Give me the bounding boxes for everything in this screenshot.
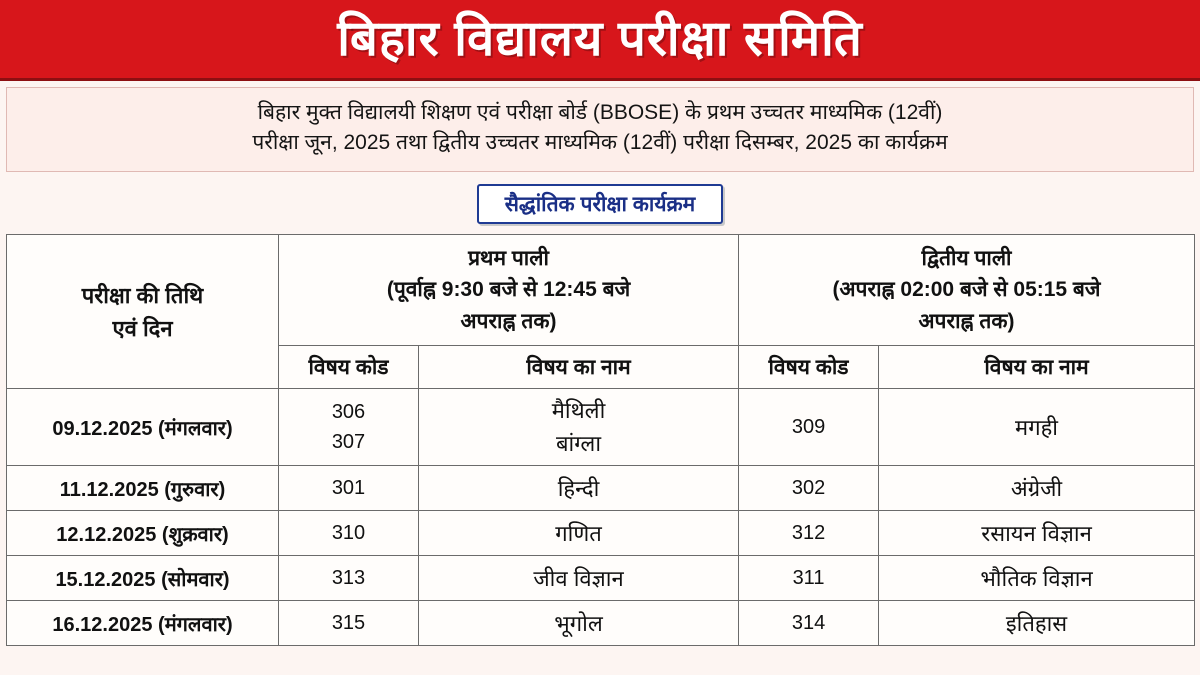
- table-header-row-main: [7, 234, 1195, 346]
- cell-name-shift1: जीव विज्ञान: [419, 556, 739, 601]
- cell-name-shift2: इतिहास: [879, 601, 1195, 646]
- header-subject-code-1: विषय कोड: [279, 346, 419, 389]
- cell-date: 16.12.2025 (मंगलवार): [7, 601, 279, 646]
- header-shift-1-line-2: (पूर्वाह्न 9:30 बजे से 12:45 बजे: [386, 278, 631, 302]
- table-row: [7, 556, 1195, 601]
- cell-name-shift1: [419, 389, 739, 466]
- cell-name-shift1: हिन्दी: [419, 466, 739, 511]
- cell-code-shift1: 315: [279, 601, 419, 646]
- subheader-line-2: परीक्षा जून, 2025 तथा द्वितीय उच्चतर माध्यमिक (12वीं) परीक्षा दिसम्बर, 2025 का कार्यक्रम: [252, 131, 948, 155]
- cell-code-shift1-b: 307: [331, 431, 366, 454]
- header-subject-name-2: विषय का नाम: [879, 346, 1195, 389]
- header-subject-name-1: विषय का नाम: [419, 346, 739, 389]
- table-row: [7, 511, 1195, 556]
- cell-name-shift1: भूगोल: [419, 601, 739, 646]
- cell-name-shift2: अंग्रेजी: [879, 466, 1195, 511]
- cell-name-shift1: गणित: [419, 511, 739, 556]
- header-shift-1: [279, 234, 739, 346]
- cell-code-shift2: 314: [739, 601, 879, 646]
- cell-code-shift2: 309: [739, 389, 879, 466]
- subheader-block: [6, 87, 1194, 172]
- header-date: [7, 234, 279, 389]
- header-date-line-2: एवं दिन: [112, 315, 173, 341]
- cell-code-shift1: [279, 389, 419, 466]
- cell-code-shift2: 312: [739, 511, 879, 556]
- cell-name-shift1-a: मैथिली: [551, 398, 606, 424]
- header-banner: [0, 0, 1200, 81]
- cell-name-shift1-b: बांग्ला: [555, 431, 602, 457]
- header-shift-1-line-3: अपराह्न तक): [460, 309, 557, 333]
- page-title: बिहार विद्यालय परीक्षा समिति: [337, 11, 863, 66]
- cell-date: 11.12.2025 (गुरुवार): [7, 466, 279, 511]
- cell-name-shift2: भौतिक विज्ञान: [879, 556, 1195, 601]
- header-shift-2-line-1: द्वितीय पाली: [921, 246, 1012, 270]
- header-shift-2: [739, 234, 1195, 346]
- exam-schedule-table: [6, 234, 1195, 647]
- section-tag: सैद्धांतिक परीक्षा कार्यक्रम: [477, 184, 724, 224]
- header-subject-code-2: विषय कोड: [739, 346, 879, 389]
- section-tag-wrapper: [0, 184, 1200, 224]
- cell-code-shift2: 302: [739, 466, 879, 511]
- cell-date: 12.12.2025 (शुक्रवार): [7, 511, 279, 556]
- table-row: [7, 601, 1195, 646]
- header-shift-2-line-3: अपराह्न तक): [918, 309, 1015, 333]
- cell-name-shift2: रसायन विज्ञान: [879, 511, 1195, 556]
- cell-code-shift2: 311: [739, 556, 879, 601]
- table-row: [7, 389, 1195, 466]
- subheader-line-1: बिहार मुक्त विद्यालयी शिक्षण एवं परीक्षा बोर्ड (BBOSE) के प्रथम उच्चतर माध्यमिक (12वीं): [257, 101, 943, 124]
- table-row: [7, 466, 1195, 511]
- cell-code-shift1: 310: [279, 511, 419, 556]
- cell-date: 15.12.2025 (सोमवार): [7, 556, 279, 601]
- header-shift-1-line-1: प्रथम पाली: [468, 246, 549, 270]
- header-date-line-1: परीक्षा की तिथि: [81, 282, 204, 308]
- cell-code-shift1-a: 306: [331, 401, 366, 424]
- cell-code-shift1: 301: [279, 466, 419, 511]
- cell-code-shift1: 313: [279, 556, 419, 601]
- header-shift-2-line-2: (अपराह्न 02:00 बजे से 05:15 बजे: [832, 278, 1101, 302]
- cell-date: 09.12.2025 (मंगलवार): [7, 389, 279, 466]
- cell-name-shift2: मगही: [879, 389, 1195, 466]
